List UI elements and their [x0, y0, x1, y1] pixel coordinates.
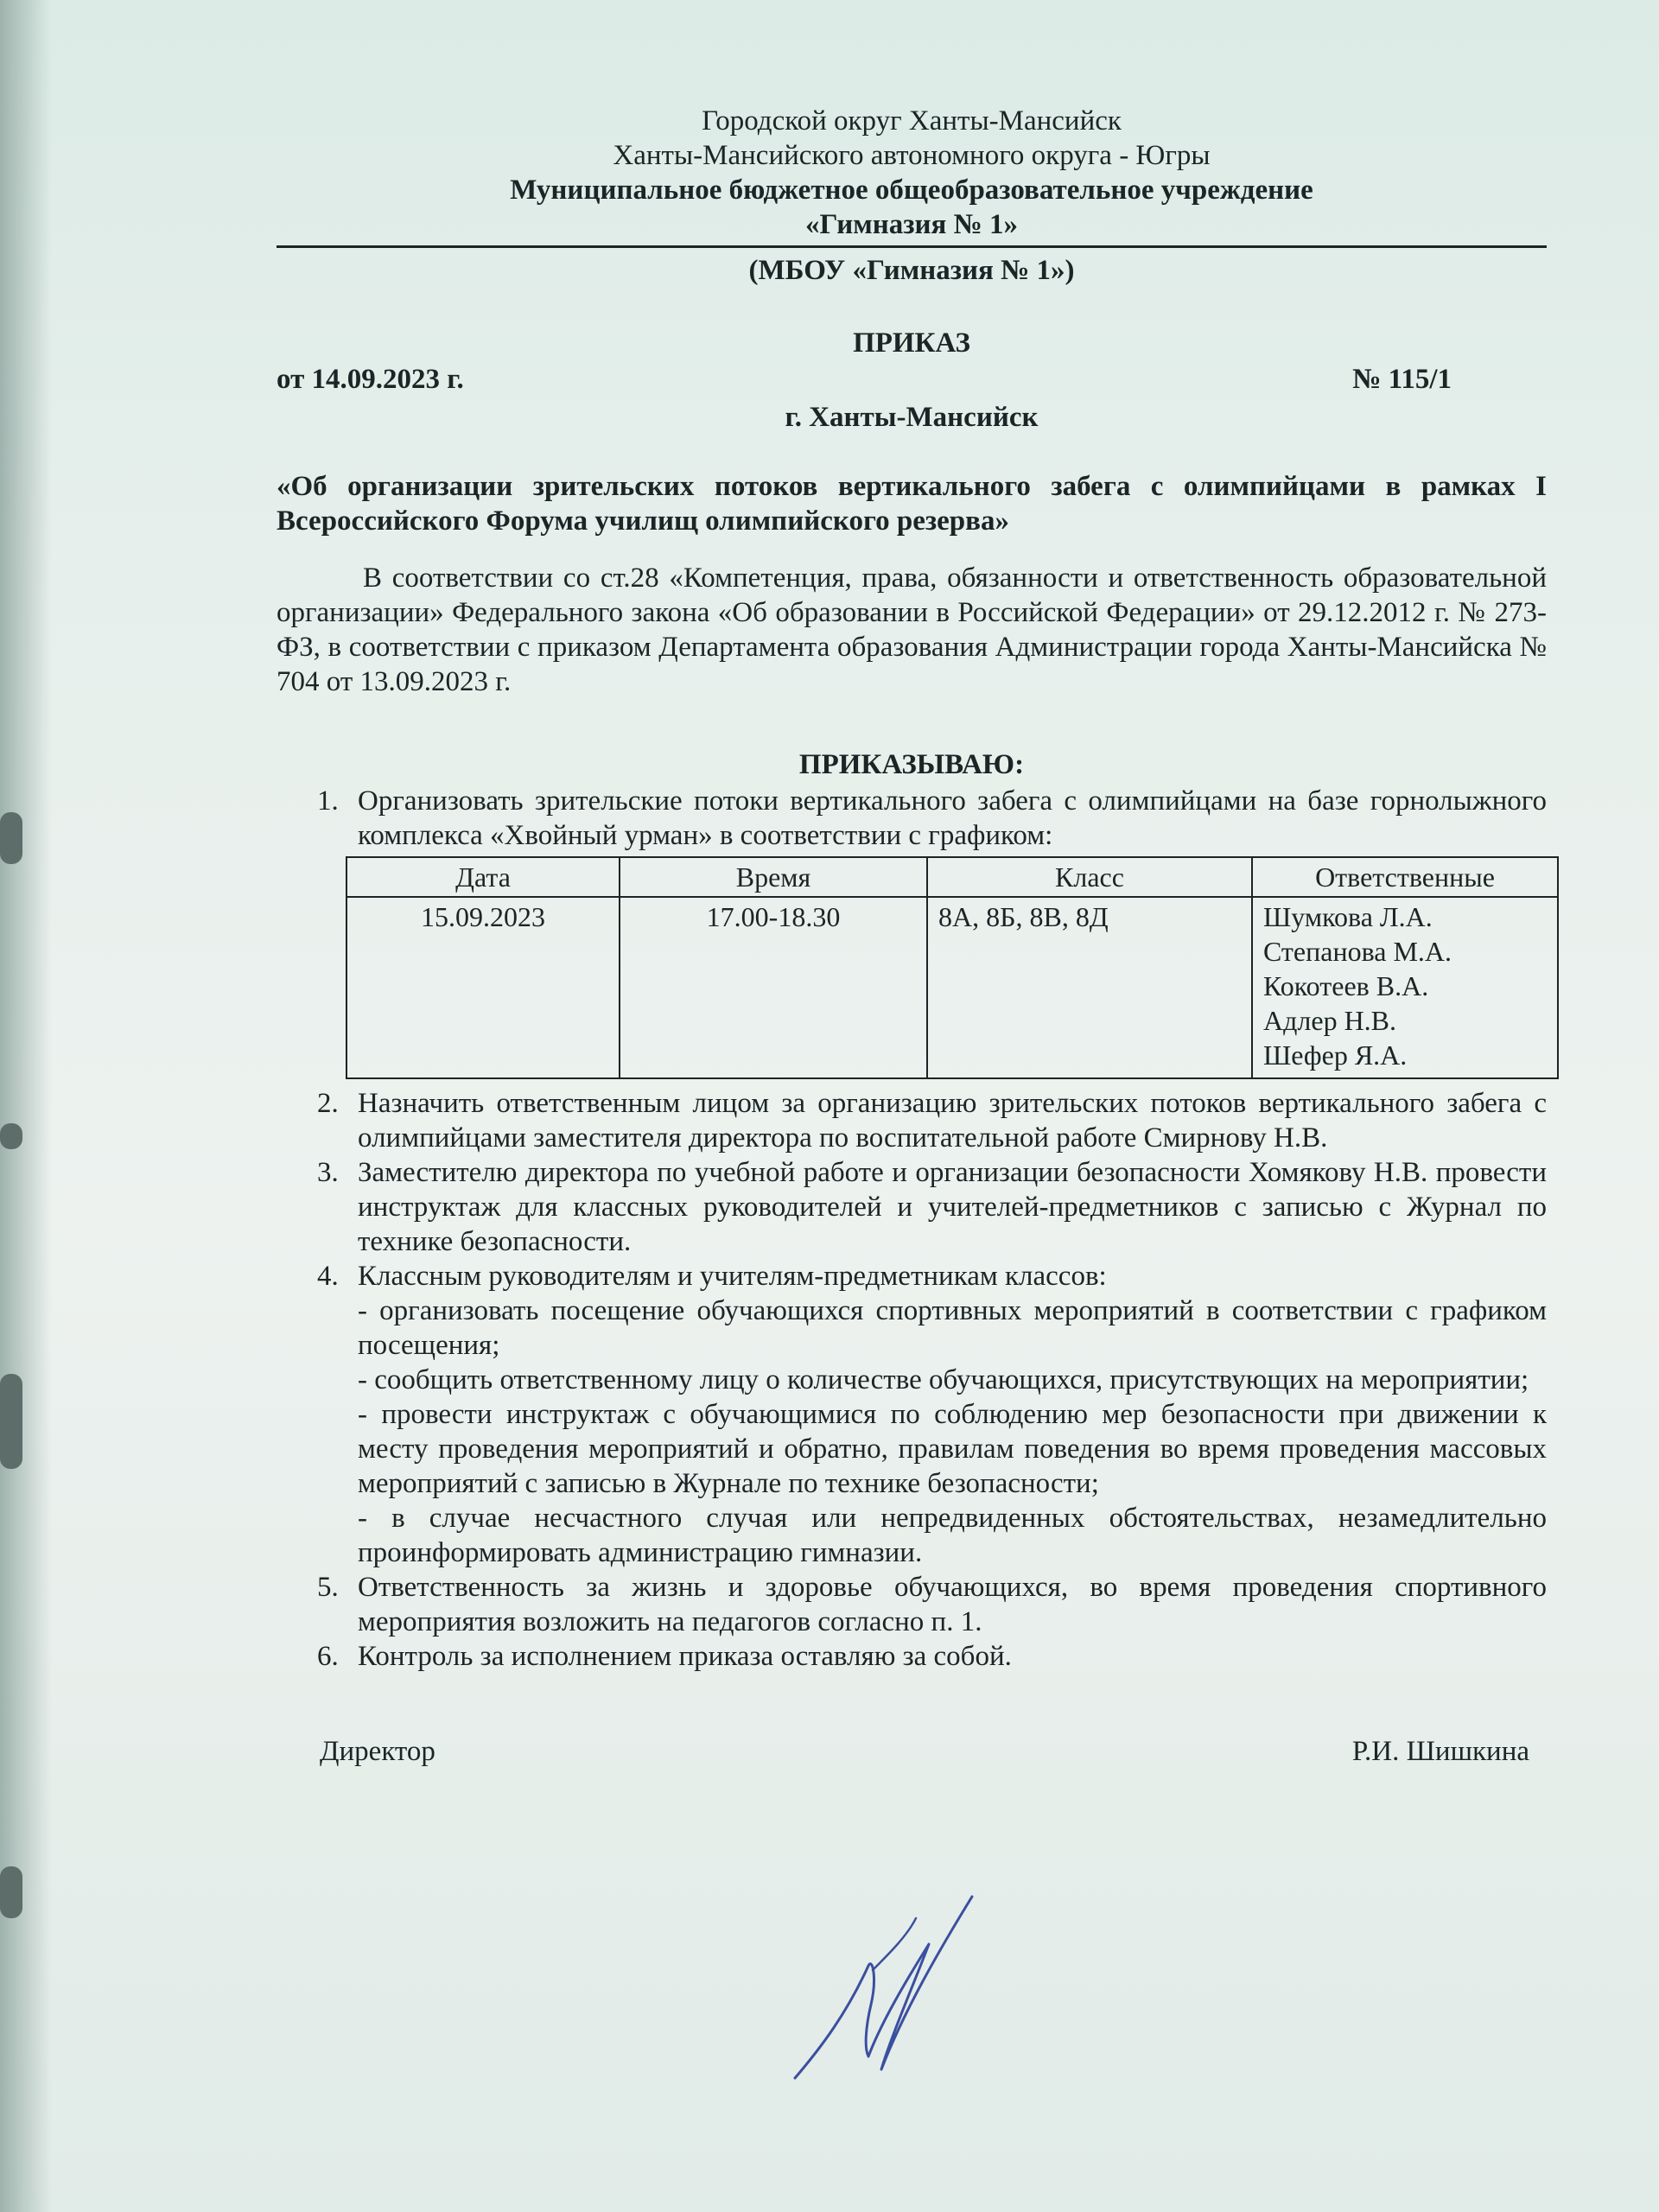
schedule-header-class: Класс	[927, 857, 1252, 897]
order-item-1-text: Организовать зрительские потоки вертикального забега с олимпийцами на базе горнолыжного комплекса «Хвойный урман» в соответствии с графиком:	[358, 785, 1547, 851]
letterhead-short-name: (МБОУ «Гимназия № 1»)	[748, 255, 1075, 286]
schedule-cell-date: 15.09.2023	[346, 897, 620, 1078]
order-item-3-text: Заместителю директора по учебной работе и организации безопасности Хомякову Н.В. провести инструктаж для классных руководителей и учителей-предметников с записью с Журнал по технике безопасности.	[358, 1157, 1547, 1257]
schedule-cell-time: 17.00-18.30	[620, 897, 927, 1078]
letterhead-line-2: Ханты-Мансийского автономного округа - Югры	[613, 140, 1211, 171]
order-item-2-text: Назначить ответственным лицом за организацию зрительских потоков вертикального забега с олимпийцами заместителя директора по воспитательной работе Смирнову Н.В.	[358, 1088, 1547, 1154]
schedule-cell-classes: 8А, 8Б, 8В, 8Д	[927, 897, 1252, 1078]
order-item-4-subpoint: - организовать посещение обучающихся спортивных мероприятий в соответствии с графиком посещения;	[358, 1295, 1547, 1361]
responsible-person: Шумкова Л.А.	[1263, 901, 1433, 932]
order-item-5-text: Ответственность за жизнь и здоровье обучающихся, во время проведения спортивного мероприятия возложить на педагогов согласно п. 1.	[358, 1572, 1547, 1637]
binder-hole	[0, 1374, 22, 1469]
signatory-name: Р.И. Шишкина	[1351, 1736, 1529, 1767]
schedule-row	[346, 897, 1558, 1078]
order-preamble: В соответствии со ст.28 «Компетенция, права, обязанности и ответственность образовательной организации» Федерального закона «Об образовании в Российской Федерации» от 29.12.2012 г. № 273-ФЗ, в соответствии с приказом Департамента образования Администрации города Ханты-Мансийска № 704 от 13.09.2023 г.	[276, 563, 1547, 697]
order-item-4-subpoint: - провести инструктаж с обучающимися по соблюдению мер безопасности при движении к месту проведения мероприятий и обратно, правилам поведения во время проведения массовых мероприятий с записью в Журнале по технике безопасности;	[358, 1399, 1547, 1499]
signature-row	[276, 1734, 1547, 1769]
order-item-4-text: Классным руководителям и учителям-предметникам классов:	[358, 1261, 1107, 1292]
schedule-header-time: Время	[620, 857, 927, 897]
order-item-4-subpoint: - сообщить ответственному лицу о количестве обучающихся, присутствующих на мероприятии;	[358, 1364, 1529, 1395]
responsible-person: Шефер Я.А.	[1263, 1039, 1408, 1071]
binder-hole	[0, 1866, 22, 1918]
schedule-header-date: Дата	[346, 857, 620, 897]
signatory-position: Директор	[320, 1736, 435, 1767]
letterhead-line-3: Муниципальное бюджетное общеобразовательное учреждение	[510, 175, 1313, 206]
order-title: «Об организации зрительских потоков вертикального забега с олимпийцами в рамках I Всероссийского Форума училищ олимпийского резерва»	[276, 471, 1547, 537]
order-item-1	[346, 784, 1547, 853]
order-item-2	[346, 1086, 1547, 1155]
binder-hole	[0, 1123, 22, 1149]
order-date: от 14.09.2023 г.	[276, 364, 464, 395]
order-number: № 115/1	[1352, 364, 1452, 395]
schedule-header-responsible: Ответственные	[1252, 857, 1558, 897]
order-item-3	[346, 1155, 1547, 1259]
order-meta-row	[276, 362, 1547, 397]
order-item-5	[346, 1570, 1547, 1639]
schedule-cell-responsible	[1252, 897, 1558, 1078]
document-page	[276, 104, 1547, 1769]
letterhead-line-4: «Гимназия № 1»	[804, 209, 1019, 240]
order-directive: ПРИКАЗЫВАЮ:	[798, 749, 1025, 780]
responsible-person: Кокотеев В.А.	[1263, 970, 1429, 1001]
order-item-6	[346, 1639, 1547, 1674]
order-item-4-subpoint: - в случае несчастного случая или непредвиденных обстоятельствах, незамедлительно проинформировать администрацию гимназии.	[358, 1503, 1547, 1568]
letterhead	[276, 104, 1547, 288]
responsible-person: Степанова М.А.	[1263, 936, 1452, 967]
order-item-6-text: Контроль за исполнением приказа оставляю за собой.	[358, 1641, 1012, 1672]
order-city: г. Ханты-Мансийск	[785, 402, 1039, 433]
schedule-header-row	[346, 857, 1558, 897]
letterhead-line-1: Городской округ Ханты-Мансийск	[702, 105, 1122, 137]
letterhead-rule	[276, 245, 1547, 248]
order-item-4	[346, 1259, 1547, 1570]
schedule-table	[346, 856, 1559, 1079]
order-items	[276, 784, 1547, 853]
handwritten-signature	[786, 1884, 985, 2091]
order-heading: ПРИКАЗ	[853, 327, 970, 359]
binder-hole	[0, 812, 22, 864]
responsible-person: Адлер Н.В.	[1263, 1005, 1397, 1036]
order-items-continued	[276, 1086, 1547, 1674]
